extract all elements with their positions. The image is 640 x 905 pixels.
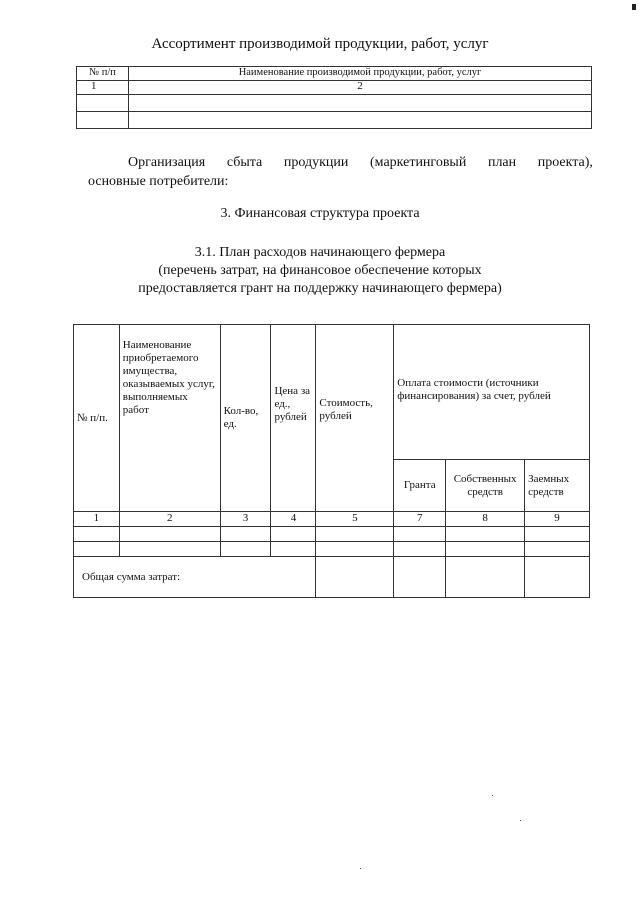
marketing-word: план: [487, 155, 517, 170]
table-row: [74, 527, 590, 542]
scan-mark: [520, 820, 521, 821]
assortment-col-name: Наименование производимой продукции, работ, услуг: [129, 67, 592, 81]
marketing-word: сбыта: [226, 155, 263, 170]
col-number: 9: [525, 512, 590, 527]
subtitle-line: 3.1. План расходов начинающего фермера: [194, 245, 446, 260]
col-number: 4: [271, 512, 316, 527]
assortment-table: [76, 66, 592, 129]
col-payment-header: Оплата стоимости (источники финансирования) за счет, рублей: [394, 325, 590, 460]
col-name-header: Наименование приобретаемого имущества, оказываемых услуг, выполняемых работ: [119, 325, 220, 512]
expenses-table: [73, 324, 590, 598]
section3-title: 3. Финансовая структура проекта: [220, 206, 420, 221]
col-number: 3: [220, 512, 271, 527]
col-number: 1: [74, 512, 120, 527]
marketing-paragraph: [88, 153, 593, 191]
scan-mark: [632, 4, 636, 10]
marketing-word: Организация: [128, 155, 206, 170]
marketing-line2: основные потребители:: [88, 174, 229, 189]
subtitle-line: предоставляется грант на поддержку начинающего фермера): [138, 281, 502, 296]
col-num-header: № п/п.: [74, 325, 120, 512]
marketing-word: продукции: [283, 155, 349, 170]
total-label: Общая сумма затрат:: [74, 557, 316, 598]
assortment-col-num: № п/п: [77, 67, 129, 81]
marketing-word: (маркетинговый: [370, 155, 467, 170]
scan-mark: [492, 795, 493, 796]
table-row: [77, 112, 592, 129]
marketing-word: проекта),: [537, 155, 593, 170]
sub-loan-header: Заемных средств: [525, 460, 590, 512]
assortment-num-1: 1: [77, 81, 129, 95]
col-number: 7: [394, 512, 446, 527]
sub-grant-header: Гранта: [394, 460, 446, 512]
col-qty-header: Кол-во, ед.: [220, 325, 271, 512]
table-row: [74, 542, 590, 557]
col-number: 8: [446, 512, 525, 527]
assortment-num-2: 2: [129, 81, 592, 95]
section3-subtitle: [0, 244, 640, 298]
subtitle-line: (перечень затрат, на финансовое обеспечение которых: [158, 263, 482, 278]
col-price-header: Цена за ед., рублей: [271, 325, 316, 512]
scan-mark: [360, 868, 361, 869]
col-cost-header: Стоимость, рублей: [316, 325, 394, 512]
table-row: [77, 95, 592, 112]
col-number: 2: [119, 512, 220, 527]
sub-own-header: Собственных средств: [446, 460, 525, 512]
col-number: 5: [316, 512, 394, 527]
assortment-title: Ассортимент производимой продукции, работ, услуг: [151, 36, 489, 52]
